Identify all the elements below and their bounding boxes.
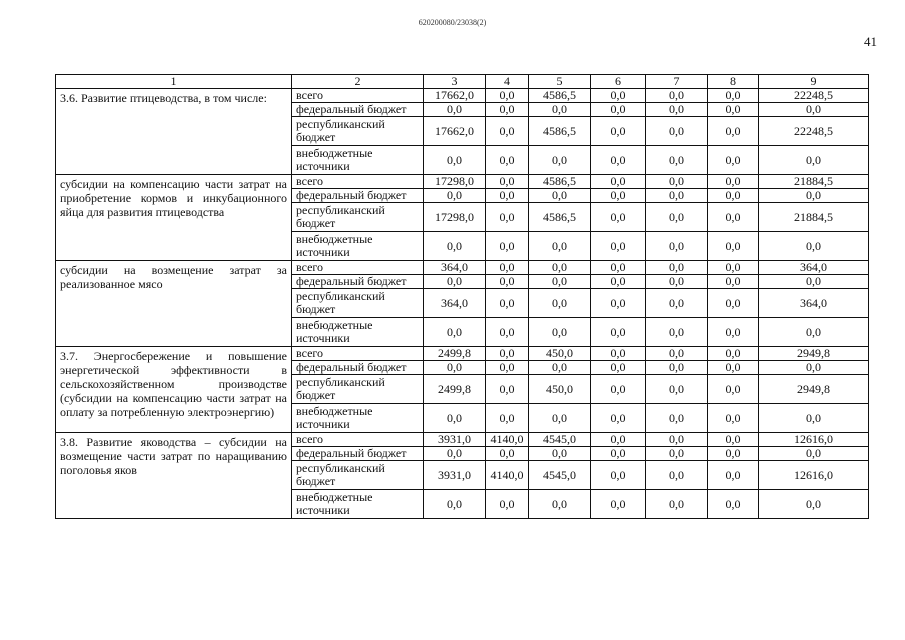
amount-cell: 0,0 bbox=[708, 289, 759, 318]
item-description: субсидии на компенсацию части затрат на приобретение кормов и инкубационного яйца для развития птицеводства bbox=[56, 175, 292, 261]
funding-source: внебюджетные источники bbox=[292, 318, 424, 347]
amount-cell: 4545,0 bbox=[529, 461, 591, 490]
amount-cell: 0,0 bbox=[759, 232, 869, 261]
amount-cell: 364,0 bbox=[759, 261, 869, 275]
amount-cell: 0,0 bbox=[486, 361, 529, 375]
table-row bbox=[56, 175, 869, 189]
amount-cell: 0,0 bbox=[646, 103, 708, 117]
column-header: 3 bbox=[424, 75, 486, 89]
amount-cell: 0,0 bbox=[529, 261, 591, 275]
amount-cell: 0,0 bbox=[529, 232, 591, 261]
funding-source: республиканский бюджет bbox=[292, 203, 424, 232]
table-header bbox=[56, 75, 869, 89]
item-description: субсидии на возмещение затрат за реализованное мясо bbox=[56, 261, 292, 347]
amount-cell: 0,0 bbox=[424, 189, 486, 203]
amount-cell: 17662,0 bbox=[424, 117, 486, 146]
amount-cell: 0,0 bbox=[529, 404, 591, 433]
amount-cell: 450,0 bbox=[529, 347, 591, 361]
amount-cell: 0,0 bbox=[591, 189, 646, 203]
amount-cell: 0,0 bbox=[486, 203, 529, 232]
amount-cell: 0,0 bbox=[486, 189, 529, 203]
amount-cell: 0,0 bbox=[708, 447, 759, 461]
amount-cell: 0,0 bbox=[708, 232, 759, 261]
amount-cell: 0,0 bbox=[591, 261, 646, 275]
amount-cell: 0,0 bbox=[529, 361, 591, 375]
amount-cell: 0,0 bbox=[486, 261, 529, 275]
amount-cell: 4586,5 bbox=[529, 175, 591, 189]
amount-cell: 364,0 bbox=[759, 289, 869, 318]
table-row bbox=[56, 89, 869, 103]
amount-cell: 0,0 bbox=[529, 289, 591, 318]
table-body bbox=[56, 89, 869, 519]
amount-cell: 4586,5 bbox=[529, 117, 591, 146]
amount-cell: 0,0 bbox=[424, 146, 486, 175]
amount-cell: 0,0 bbox=[646, 347, 708, 361]
amount-cell: 0,0 bbox=[591, 447, 646, 461]
amount-cell: 0,0 bbox=[486, 146, 529, 175]
amount-cell: 4586,5 bbox=[529, 89, 591, 103]
table-row bbox=[56, 261, 869, 275]
amount-cell: 0,0 bbox=[591, 89, 646, 103]
amount-cell: 0,0 bbox=[646, 318, 708, 347]
amount-cell: 0,0 bbox=[708, 189, 759, 203]
amount-cell: 0,0 bbox=[591, 318, 646, 347]
amount-cell: 450,0 bbox=[529, 375, 591, 404]
amount-cell: 0,0 bbox=[708, 433, 759, 447]
funding-source: федеральный бюджет bbox=[292, 361, 424, 375]
amount-cell: 0,0 bbox=[486, 318, 529, 347]
amount-cell: 0,0 bbox=[708, 103, 759, 117]
table-row bbox=[56, 347, 869, 361]
amount-cell: 0,0 bbox=[646, 404, 708, 433]
amount-cell: 0,0 bbox=[486, 275, 529, 289]
funding-source: всего bbox=[292, 261, 424, 275]
column-header: 4 bbox=[486, 75, 529, 89]
amount-cell: 2949,8 bbox=[759, 347, 869, 361]
amount-cell: 0,0 bbox=[529, 103, 591, 117]
amount-cell: 0,0 bbox=[646, 490, 708, 519]
amount-cell: 4586,5 bbox=[529, 203, 591, 232]
amount-cell: 0,0 bbox=[708, 203, 759, 232]
amount-cell: 21884,5 bbox=[759, 203, 869, 232]
amount-cell: 0,0 bbox=[759, 447, 869, 461]
amount-cell: 0,0 bbox=[646, 89, 708, 103]
funding-source: федеральный бюджет bbox=[292, 103, 424, 117]
amount-cell: 0,0 bbox=[529, 146, 591, 175]
amount-cell: 0,0 bbox=[646, 447, 708, 461]
amount-cell: 0,0 bbox=[646, 189, 708, 203]
amount-cell: 2499,8 bbox=[424, 347, 486, 361]
amount-cell: 0,0 bbox=[646, 175, 708, 189]
amount-cell: 0,0 bbox=[708, 347, 759, 361]
amount-cell: 0,0 bbox=[708, 146, 759, 175]
amount-cell: 0,0 bbox=[486, 117, 529, 146]
amount-cell: 0,0 bbox=[646, 275, 708, 289]
amount-cell: 2949,8 bbox=[759, 375, 869, 404]
amount-cell: 0,0 bbox=[759, 318, 869, 347]
column-header: 2 bbox=[292, 75, 424, 89]
amount-cell: 0,0 bbox=[646, 361, 708, 375]
amount-cell: 0,0 bbox=[486, 289, 529, 318]
funding-source: федеральный бюджет bbox=[292, 189, 424, 203]
funding-source: всего bbox=[292, 433, 424, 447]
funding-source: всего bbox=[292, 347, 424, 361]
item-description: 3.7. Энергосбережение и повышение энергетической эффективности в сельскохозяйственном производстве (субсидии на компенсацию части затрат на оплату за потребленную электроэнергию) bbox=[56, 347, 292, 433]
amount-cell: 0,0 bbox=[646, 461, 708, 490]
amount-cell: 0,0 bbox=[486, 232, 529, 261]
amount-cell: 0,0 bbox=[708, 117, 759, 146]
amount-cell: 0,0 bbox=[591, 175, 646, 189]
funding-source: внебюджетные источники bbox=[292, 232, 424, 261]
funding-source: всего bbox=[292, 175, 424, 189]
amount-cell: 0,0 bbox=[646, 261, 708, 275]
amount-cell: 0,0 bbox=[591, 146, 646, 175]
amount-cell: 0,0 bbox=[486, 490, 529, 519]
table-row bbox=[56, 433, 869, 447]
amount-cell: 0,0 bbox=[529, 189, 591, 203]
amount-cell: 0,0 bbox=[591, 347, 646, 361]
amount-cell: 0,0 bbox=[591, 289, 646, 318]
amount-cell: 0,0 bbox=[591, 203, 646, 232]
amount-cell: 0,0 bbox=[486, 375, 529, 404]
amount-cell: 0,0 bbox=[424, 103, 486, 117]
item-description: 3.6. Развитие птицеводства, в том числе: bbox=[56, 89, 292, 175]
item-description: 3.8. Развитие яководства – субсидии на возмещение части затрат по наращиванию поголовья яков bbox=[56, 433, 292, 519]
amount-cell: 0,0 bbox=[708, 261, 759, 275]
amount-cell: 0,0 bbox=[591, 275, 646, 289]
amount-cell: 0,0 bbox=[759, 189, 869, 203]
amount-cell: 0,0 bbox=[591, 433, 646, 447]
amount-cell: 0,0 bbox=[529, 318, 591, 347]
amount-cell: 0,0 bbox=[529, 490, 591, 519]
amount-cell: 0,0 bbox=[759, 146, 869, 175]
amount-cell: 0,0 bbox=[646, 203, 708, 232]
amount-cell: 0,0 bbox=[486, 404, 529, 433]
column-header: 8 bbox=[708, 75, 759, 89]
amount-cell: 0,0 bbox=[591, 117, 646, 146]
amount-cell: 364,0 bbox=[424, 261, 486, 275]
amount-cell: 0,0 bbox=[424, 490, 486, 519]
funding-source: республиканский бюджет bbox=[292, 375, 424, 404]
amount-cell: 2499,8 bbox=[424, 375, 486, 404]
amount-cell: 17662,0 bbox=[424, 89, 486, 103]
amount-cell: 0,0 bbox=[708, 490, 759, 519]
column-number-row bbox=[56, 75, 869, 89]
funding-source: федеральный бюджет bbox=[292, 447, 424, 461]
amount-cell: 0,0 bbox=[591, 461, 646, 490]
funding-source: внебюджетные источники bbox=[292, 404, 424, 433]
funding-source: внебюджетные источники bbox=[292, 146, 424, 175]
amount-cell: 0,0 bbox=[424, 447, 486, 461]
amount-cell: 22248,5 bbox=[759, 89, 869, 103]
amount-cell: 0,0 bbox=[591, 361, 646, 375]
page-number: 41 bbox=[864, 34, 877, 49]
amount-cell: 0,0 bbox=[646, 146, 708, 175]
amount-cell: 0,0 bbox=[591, 404, 646, 433]
column-header: 1 bbox=[56, 75, 292, 89]
amount-cell: 0,0 bbox=[759, 103, 869, 117]
amount-cell: 3931,0 bbox=[424, 461, 486, 490]
column-header: 9 bbox=[759, 75, 869, 89]
amount-cell: 0,0 bbox=[591, 103, 646, 117]
amount-cell: 3931,0 bbox=[424, 433, 486, 447]
column-header: 7 bbox=[646, 75, 708, 89]
amount-cell: 4140,0 bbox=[486, 433, 529, 447]
amount-cell: 0,0 bbox=[486, 103, 529, 117]
funding-source: федеральный бюджет bbox=[292, 275, 424, 289]
amount-cell: 17298,0 bbox=[424, 175, 486, 189]
amount-cell: 0,0 bbox=[646, 232, 708, 261]
amount-cell: 0,0 bbox=[759, 490, 869, 519]
document-id: 620200080/23038(2) bbox=[418, 18, 487, 27]
amount-cell: 0,0 bbox=[708, 275, 759, 289]
amount-cell: 0,0 bbox=[591, 232, 646, 261]
amount-cell: 0,0 bbox=[529, 447, 591, 461]
amount-cell: 4140,0 bbox=[486, 461, 529, 490]
amount-cell: 364,0 bbox=[424, 289, 486, 318]
amount-cell: 0,0 bbox=[424, 275, 486, 289]
amount-cell: 0,0 bbox=[424, 232, 486, 261]
amount-cell: 0,0 bbox=[708, 361, 759, 375]
amount-cell: 0,0 bbox=[424, 361, 486, 375]
amount-cell: 0,0 bbox=[591, 375, 646, 404]
amount-cell: 0,0 bbox=[708, 318, 759, 347]
budget-table bbox=[55, 74, 869, 519]
column-header: 5 bbox=[529, 75, 591, 89]
amount-cell: 0,0 bbox=[759, 404, 869, 433]
amount-cell: 21884,5 bbox=[759, 175, 869, 189]
amount-cell: 0,0 bbox=[486, 347, 529, 361]
funding-source: всего bbox=[292, 89, 424, 103]
amount-cell: 12616,0 bbox=[759, 433, 869, 447]
amount-cell: 0,0 bbox=[708, 175, 759, 189]
amount-cell: 0,0 bbox=[708, 461, 759, 490]
amount-cell: 12616,0 bbox=[759, 461, 869, 490]
amount-cell: 0,0 bbox=[486, 89, 529, 103]
amount-cell: 0,0 bbox=[759, 275, 869, 289]
amount-cell: 0,0 bbox=[646, 117, 708, 146]
amount-cell: 0,0 bbox=[708, 375, 759, 404]
amount-cell: 0,0 bbox=[591, 490, 646, 519]
funding-source: республиканский бюджет bbox=[292, 461, 424, 490]
amount-cell: 0,0 bbox=[529, 275, 591, 289]
amount-cell: 17298,0 bbox=[424, 203, 486, 232]
amount-cell: 22248,5 bbox=[759, 117, 869, 146]
column-header: 6 bbox=[591, 75, 646, 89]
funding-source: внебюджетные источники bbox=[292, 490, 424, 519]
funding-source: республиканский бюджет bbox=[292, 289, 424, 318]
amount-cell: 0,0 bbox=[759, 361, 869, 375]
funding-source: республиканский бюджет bbox=[292, 117, 424, 146]
amount-cell: 0,0 bbox=[708, 404, 759, 433]
amount-cell: 0,0 bbox=[424, 404, 486, 433]
amount-cell: 4545,0 bbox=[529, 433, 591, 447]
amount-cell: 0,0 bbox=[486, 175, 529, 189]
amount-cell: 0,0 bbox=[424, 318, 486, 347]
amount-cell: 0,0 bbox=[646, 375, 708, 404]
amount-cell: 0,0 bbox=[646, 433, 708, 447]
amount-cell: 0,0 bbox=[486, 447, 529, 461]
amount-cell: 0,0 bbox=[646, 289, 708, 318]
amount-cell: 0,0 bbox=[708, 89, 759, 103]
